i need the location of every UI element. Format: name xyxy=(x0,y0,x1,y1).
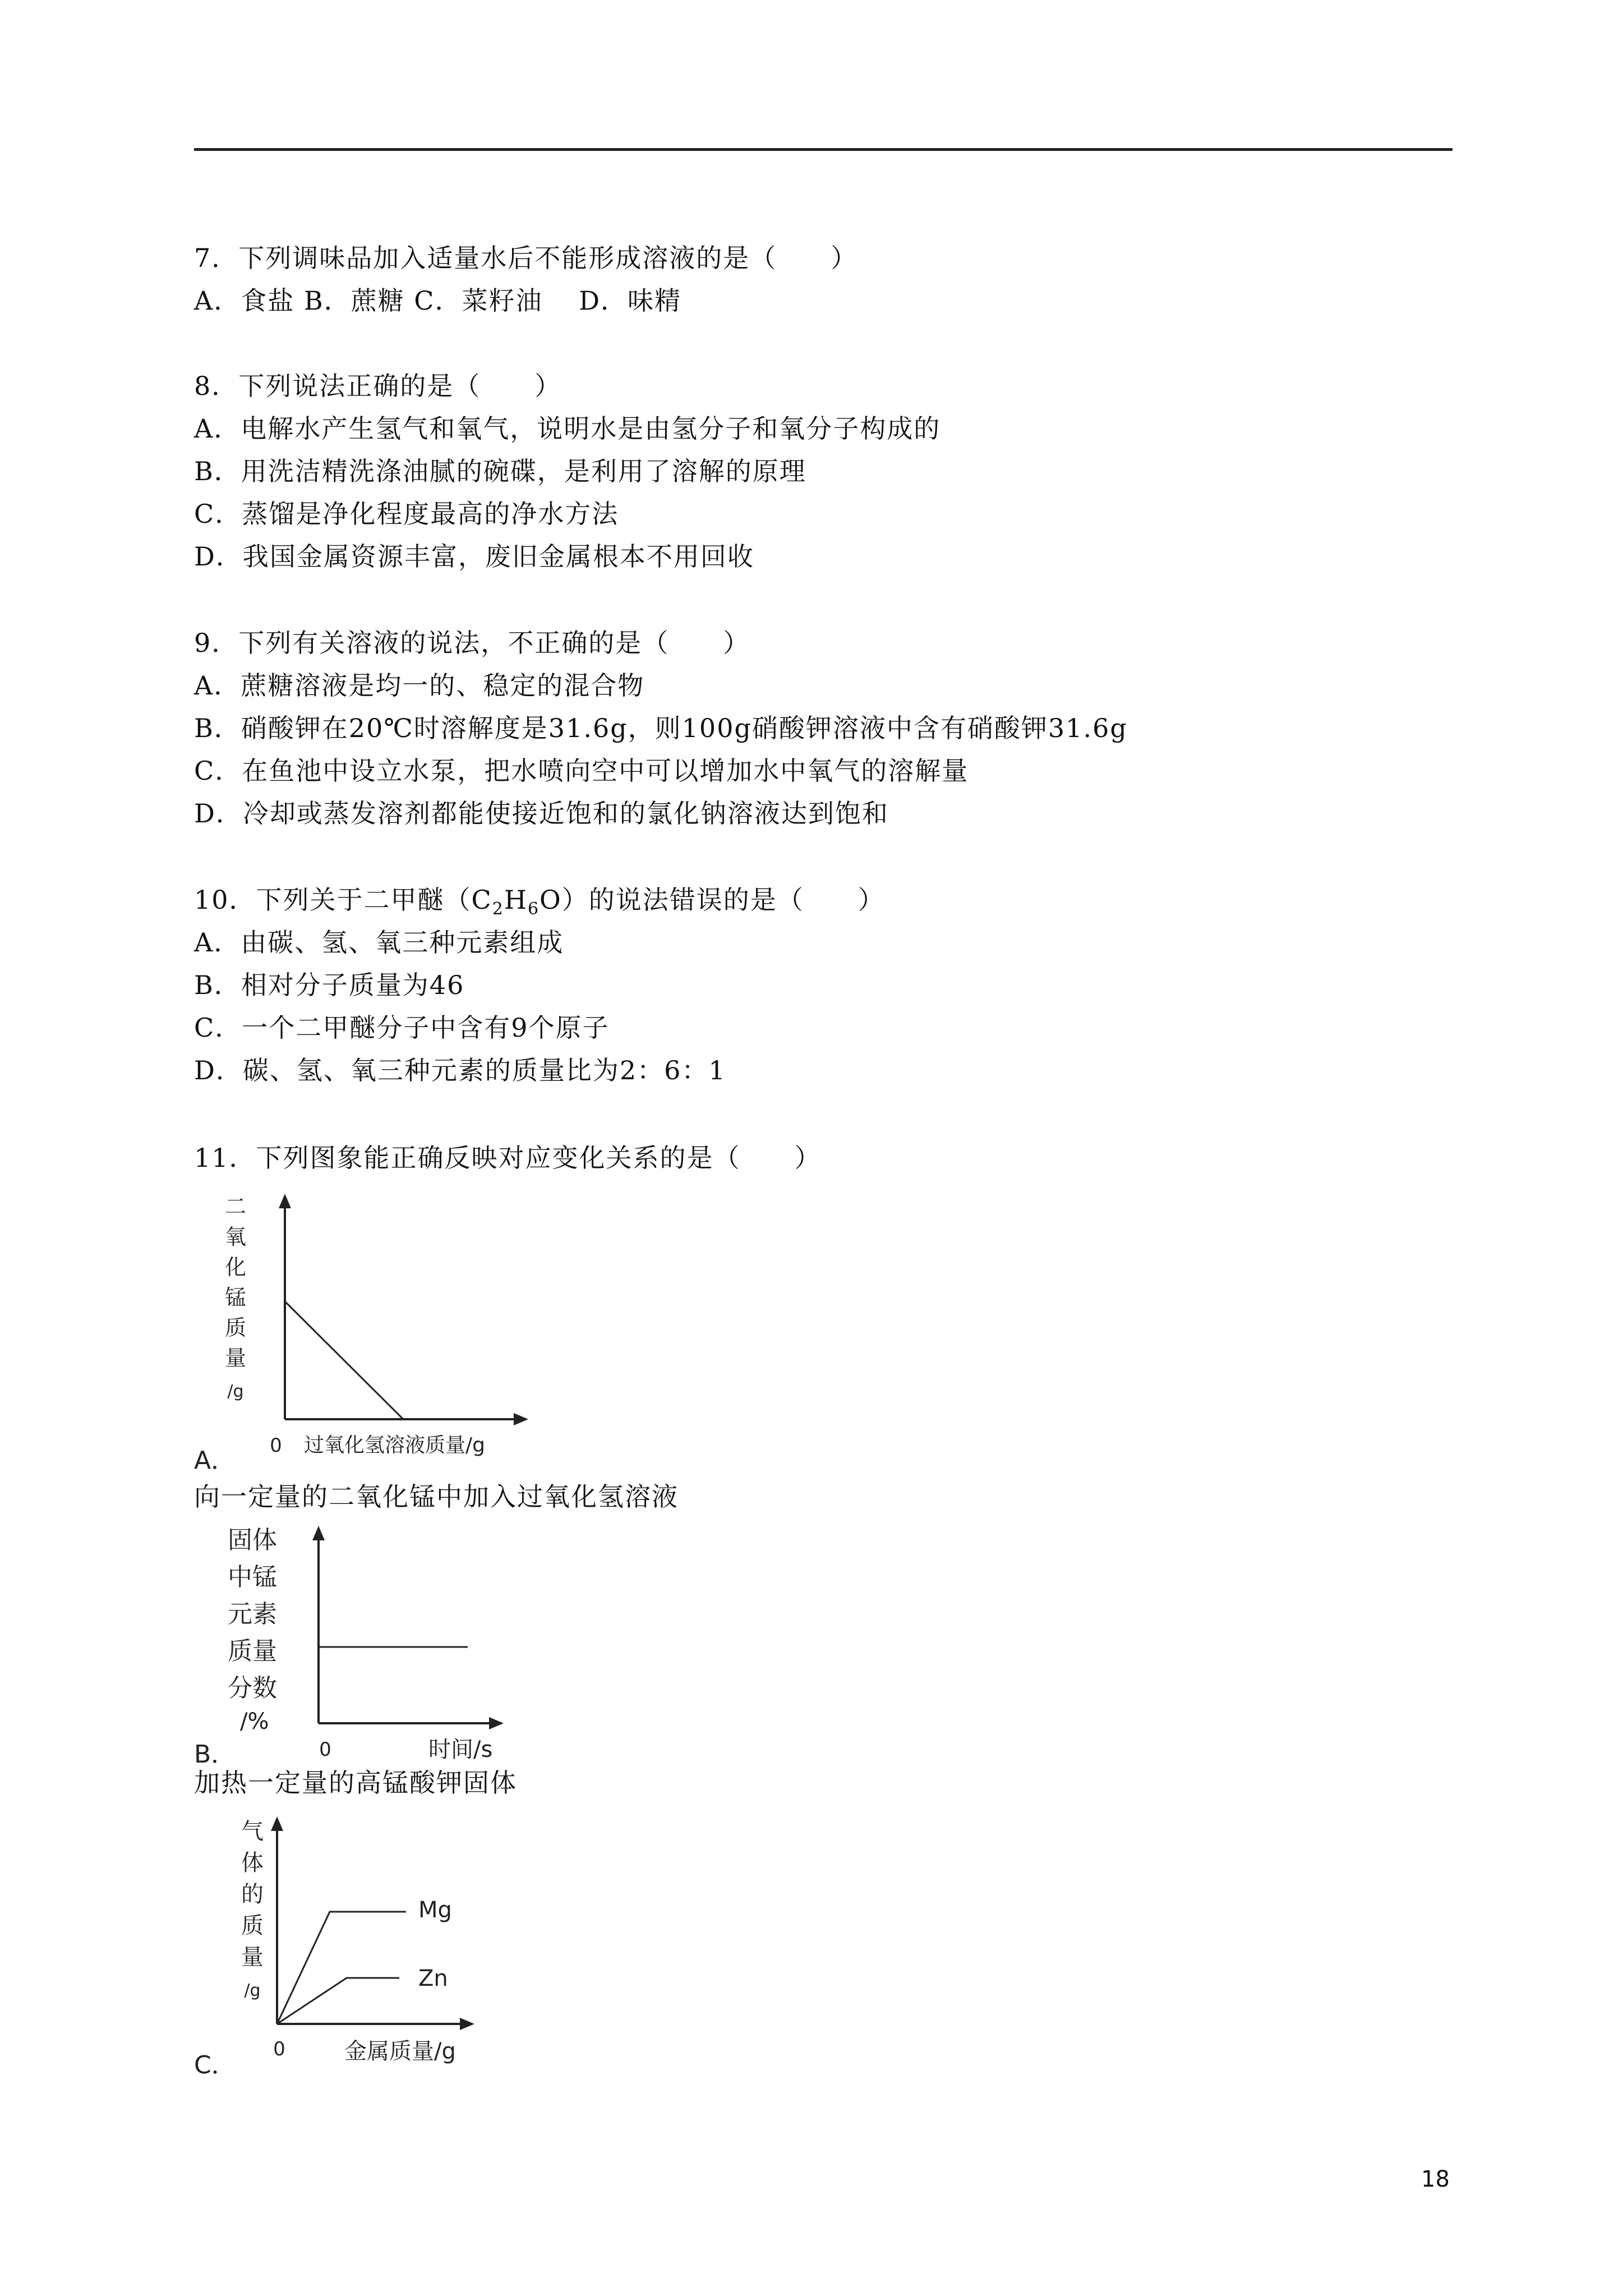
graph-a-y-label-char: 锰 xyxy=(224,1285,247,1310)
graph-c-series-mg xyxy=(277,1912,406,2024)
question-9-option-c: C．在鱼池中设立水泵，把水喷向空中可以增加水中氧气的溶解量 xyxy=(194,756,969,786)
graph-c-origin: 0 xyxy=(273,2038,285,2060)
graph-a-y-label-char: 化 xyxy=(224,1255,247,1280)
graph-b-y-arrow xyxy=(312,1526,325,1540)
graph-a-y-label xyxy=(225,1194,246,1401)
graph-a-option-letter: A． xyxy=(194,1446,236,1475)
graph-c-option-letter: C． xyxy=(194,2051,236,2079)
question-9-option-b: B．硝酸钾在20℃时溶解度是31.6g，则100g硝酸钾溶液中含有硝酸钾31.6g xyxy=(194,713,1128,743)
graph-b-y-label-row: 元素 xyxy=(228,1600,277,1628)
question-8-option-d: D．我国金属资源丰富，废旧金属根本不用回收 xyxy=(194,541,754,572)
question-10-option-c: C．一个二甲醚分子中含有9个原子 xyxy=(194,1013,610,1043)
graph-c-y-label-char: 质 xyxy=(241,1913,264,1939)
graph-c-y-label-char: 体 xyxy=(241,1850,264,1876)
graph-b-y-label-row: 分数 xyxy=(228,1674,277,1703)
graph-a-y-label-char: 二 xyxy=(224,1194,247,1219)
graph-a-caption: 向一定量的二氧化锰中加入过氧化氢溶液 xyxy=(194,1481,679,1512)
graph-b-y-label-row: 质量 xyxy=(228,1637,277,1665)
question-7-options: A．食盐 B．蔗糖 C．菜籽油 D．味精 xyxy=(194,286,681,316)
question-8-option-b: B．用洗洁精洗涤油腻的碗碟，是利用了溶解的原理 xyxy=(194,456,806,486)
graph-c-y-label-char: 的 xyxy=(241,1881,264,1907)
graph-a-y-label-char: 氧 xyxy=(224,1225,247,1249)
graph-a-y-arrow xyxy=(279,1194,291,1208)
graph-b-x-label: 时间/s xyxy=(428,1737,493,1763)
graph-b-y-label xyxy=(228,1526,277,1734)
graph-c-series-label-zn: Zn xyxy=(418,1966,448,1991)
question-9-option-d: D．冷却或蒸发溶剂都能使接近饱和的氯化钠溶液达到饱和 xyxy=(194,798,889,829)
graph-a-y-label-char: /g xyxy=(227,1382,244,1401)
question-11-stem: 11．下列图象能正确反映对应变化关系的是（ ） xyxy=(194,1143,822,1173)
graph-b-x-arrow xyxy=(489,1717,504,1729)
graph-b-y-label-row: /% xyxy=(240,1709,269,1734)
graph-a-x-arrow xyxy=(514,1413,528,1425)
graph-b-option-letter: B． xyxy=(194,1740,236,1768)
graph-b xyxy=(194,1521,542,1768)
question-8-option-a: A．电解水产生氢气和氧气，说明水是由氢分子和氧分子构成的 xyxy=(194,413,941,444)
question-9-option-a: A．蔗糖溶液是均一的、稳定的混合物 xyxy=(194,670,645,701)
graph-c-x-arrow xyxy=(460,2018,474,2030)
graph-a xyxy=(194,1184,553,1487)
question-9-stem: 9．下列有关溶液的说法，不正确的是（ ） xyxy=(194,628,750,658)
page-number: 18 xyxy=(1421,2166,1450,2192)
question-10-stem: 10．下列关于二甲醚$(C_2H_6O)$的说法错误的是（ ） xyxy=(194,885,885,919)
question-8-stem: 8．下列说法正确的是（ ） xyxy=(194,371,562,401)
graph-c-y-label xyxy=(241,1819,264,2000)
graph-c-y-label-char: 量 xyxy=(241,1944,264,1970)
question-8-option-c: C．蒸馏是净化程度最高的净水方法 xyxy=(194,499,619,529)
graph-a-x-label: 过氧化氢溶液质量/g xyxy=(304,1434,485,1457)
question-10-option-a: A．由碳、氢、氧三种元素组成 xyxy=(194,927,564,958)
question-10-option-b: B．相对分子质量为46 xyxy=(194,970,465,1000)
header-rule xyxy=(194,148,1453,151)
graph-b-y-label-row: 中锰 xyxy=(228,1563,277,1591)
question-7-stem: 7．下列调味品加入适量水后不能形成溶液的是（ ） xyxy=(194,243,858,273)
question-10-option-d: D．碳、氢、氧三种元素的质量比为2：6：1 xyxy=(194,1055,726,1085)
graph-a-y-label-char: 质 xyxy=(224,1315,247,1340)
graph-c xyxy=(194,1809,497,2083)
graph-c-y-label-char: /g xyxy=(244,1981,261,2000)
graph-a-y-label-char: 量 xyxy=(224,1346,247,1370)
graph-a-origin: 0 xyxy=(270,1434,282,1457)
graph-a-data-line xyxy=(285,1301,403,1419)
graph-b-caption: 加热一定量的高锰酸钾固体 xyxy=(194,1768,517,1798)
graph-c-y-label-char: 气 xyxy=(241,1819,264,1844)
graph-c-y-arrow xyxy=(271,1816,283,1831)
graph-b-origin: 0 xyxy=(319,1738,331,1761)
graph-c-series-label-mg: Mg xyxy=(418,1897,452,1923)
graph-b-y-label-row: 固体 xyxy=(228,1526,277,1554)
graph-c-x-label: 金属质量/g xyxy=(344,2039,456,2064)
